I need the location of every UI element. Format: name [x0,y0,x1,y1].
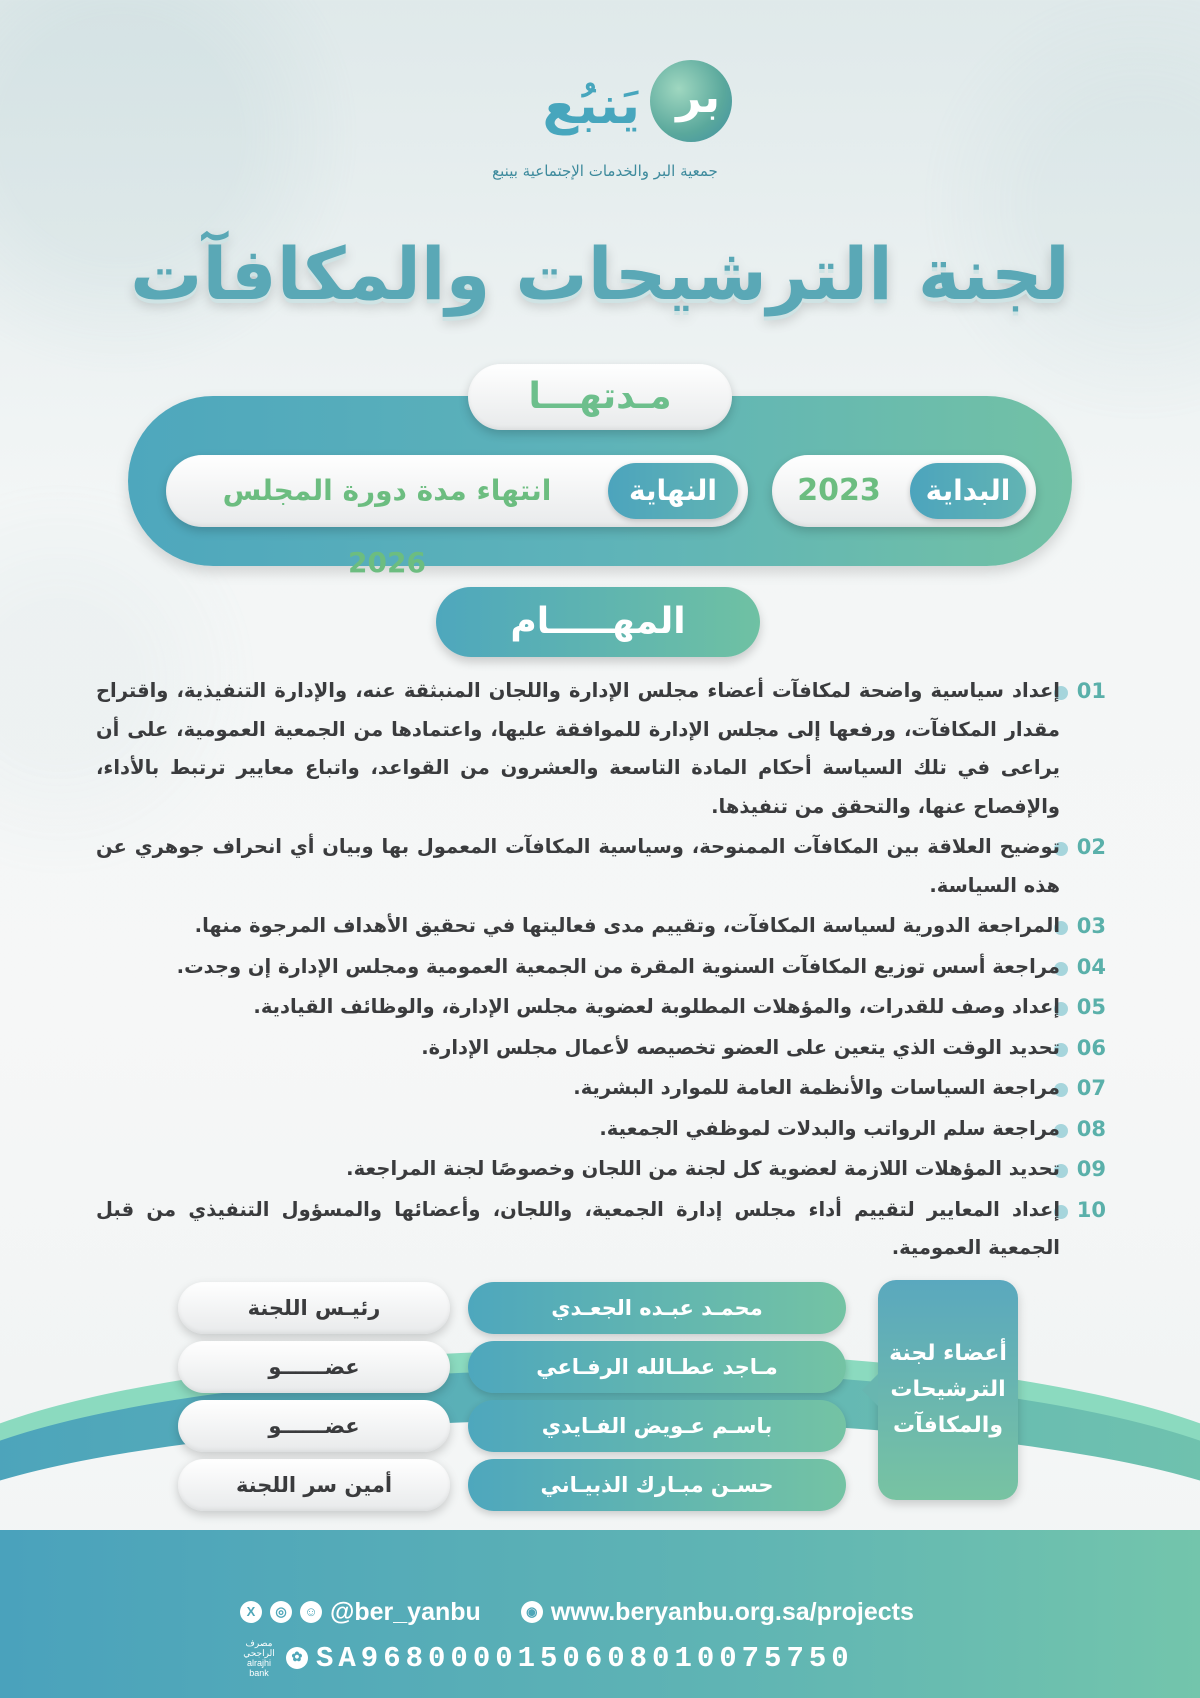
task-item [96,1110,1106,1149]
web-icon: ◉ [521,1601,543,1623]
task-text: توضيح العلاقة بين المكافآت الممنوحة، وسياسية المكافآت المعمول بها وبيان أي انحراف جوهري عن هذه السياسة. [96,835,1060,897]
logo-mark-glyph: بر [676,72,720,123]
task-text: المراجعة الدورية لسياسة المكافآت، وتقييم مدى فعاليتها في تحقيق الأهداف المرجوة منها. [194,914,1060,937]
member-role: أمين سر اللجنة [178,1459,450,1511]
task-number: 01 [1060,672,1106,710]
task-text: مراجعة السياسات والأنظمة العامة للموارد البشرية. [573,1076,1060,1099]
task-number: 09 [1060,1150,1106,1188]
task-text: تحديد الوقت الذي يتعين على العضو تخصيصه لأعمال مجلس الإدارة. [421,1035,1060,1059]
tasks-title: المهـــــام [436,587,760,657]
task-item [96,988,1106,1027]
page-title: لجنة الترشيحات والمكافآت [130,232,1070,316]
duration-title: مـدتهـــا [468,364,732,430]
iban-number: SA9680000150608010075750 [316,1641,854,1675]
member-row [178,1282,846,1334]
logo-subtitle: جمعية البر والخدمات الإجتماعية بينبع [492,162,718,180]
member-row [178,1459,846,1511]
member-row [178,1341,846,1393]
task-number: 10 [1060,1191,1106,1229]
task-number: 04 [1060,948,1106,986]
x-twitter-icon[interactable]: X [240,1601,262,1623]
snapchat-icon[interactable]: ☺ [300,1601,322,1623]
logo-wordmark: يَنبُع [542,76,640,136]
tasks-list [96,672,1106,1270]
member-name: باسـم عـويض الفـايدي [468,1400,846,1452]
end-value: انتهاء مدة دورة المجلس 2026 [222,474,552,579]
task-item [96,1191,1106,1268]
social-handle[interactable]: @ber_yanbu [330,1597,481,1626]
task-number: 03 [1060,907,1106,945]
bank-logo-icon: ✿ [286,1647,308,1669]
footer-contact-line [240,1594,960,1630]
member-role: عضــــــو [178,1400,450,1452]
task-number: 06 [1060,1029,1106,1067]
organization-logo [460,50,750,190]
task-item [96,1029,1106,1068]
member-name: حسـن مبـارك الذبيـاني [468,1459,846,1511]
member-row [178,1400,846,1452]
task-item [96,1150,1106,1189]
task-text: مراجعة سلم الرواتب والبدلات لموظفي الجمعية. [599,1116,1060,1140]
member-name: مـاجد عطـالله الرفـاعي [468,1341,846,1393]
instagram-icon[interactable]: ◎ [270,1601,292,1623]
start-value: 2023 [797,473,881,508]
duration-end-box [166,455,748,579]
member-name: محمـد عبـده الجعـدي [468,1282,846,1334]
website-link[interactable]: www.beryanbu.org.sa/projects [550,1597,914,1626]
member-role: رئيـس اللجنة [178,1282,450,1334]
end-label: النهاية [608,463,738,519]
duration-start-box [772,455,1036,527]
footer-bank-line [240,1638,960,1678]
task-number: 08 [1060,1110,1106,1148]
member-role: عضــــــو [178,1341,450,1393]
task-text: تحديد المؤهلات اللازمة لعضوية كل لجنة من اللجان وخصوصًا لجنة المراجعة. [346,1157,1060,1180]
task-text: إعداد وصف للقدرات، والمؤهلات المطلوبة لعضوية مجلس الإدارة، والوظائف القيادية. [253,995,1060,1018]
start-label: البداية [910,463,1026,519]
task-text: إعداد سياسية واضحة لمكافآت أعضاء مجلس الإدارة واللجان المنبثقة عنه، والإدارة التنفيذية، واقتراح مقدار المكافآت، ورفعها إلى مجلس الإدارة للموافقة عليها، واعتمادها من الجمعية العمومية، على أن يراعى في تلك السياسة أحكام المادة التاسعة والعشرون من القواعد، واتباع معايير ترتبط بالأداء، والإفصاح عنها، والتحقق من تنفيذها. [96,679,1060,818]
task-text: مراجعة أسس توزيع المكافآت السنوية المقرة من الجمعية العمومية ومجلس الإدارة إن وجدت. [176,954,1060,978]
members-label: أعضاء لجنة الترشيحات والمكافآت [878,1280,1018,1500]
bank-name: مصرف الراجحي alrajhi bank [243,1638,275,1678]
task-item [96,828,1106,905]
task-item [96,672,1106,826]
task-item [96,907,1106,946]
task-item [96,1069,1106,1108]
task-number: 07 [1060,1069,1106,1107]
task-number: 05 [1060,988,1106,1026]
task-item [96,948,1106,987]
task-number: 02 [1060,828,1106,866]
task-text: إعداد المعايير لتقييم أداء مجلس إدارة الجمعية، واللجان، وأعضائها والمسؤول التنفيذي من قبل الجمعية العمومية. [96,1197,1060,1259]
